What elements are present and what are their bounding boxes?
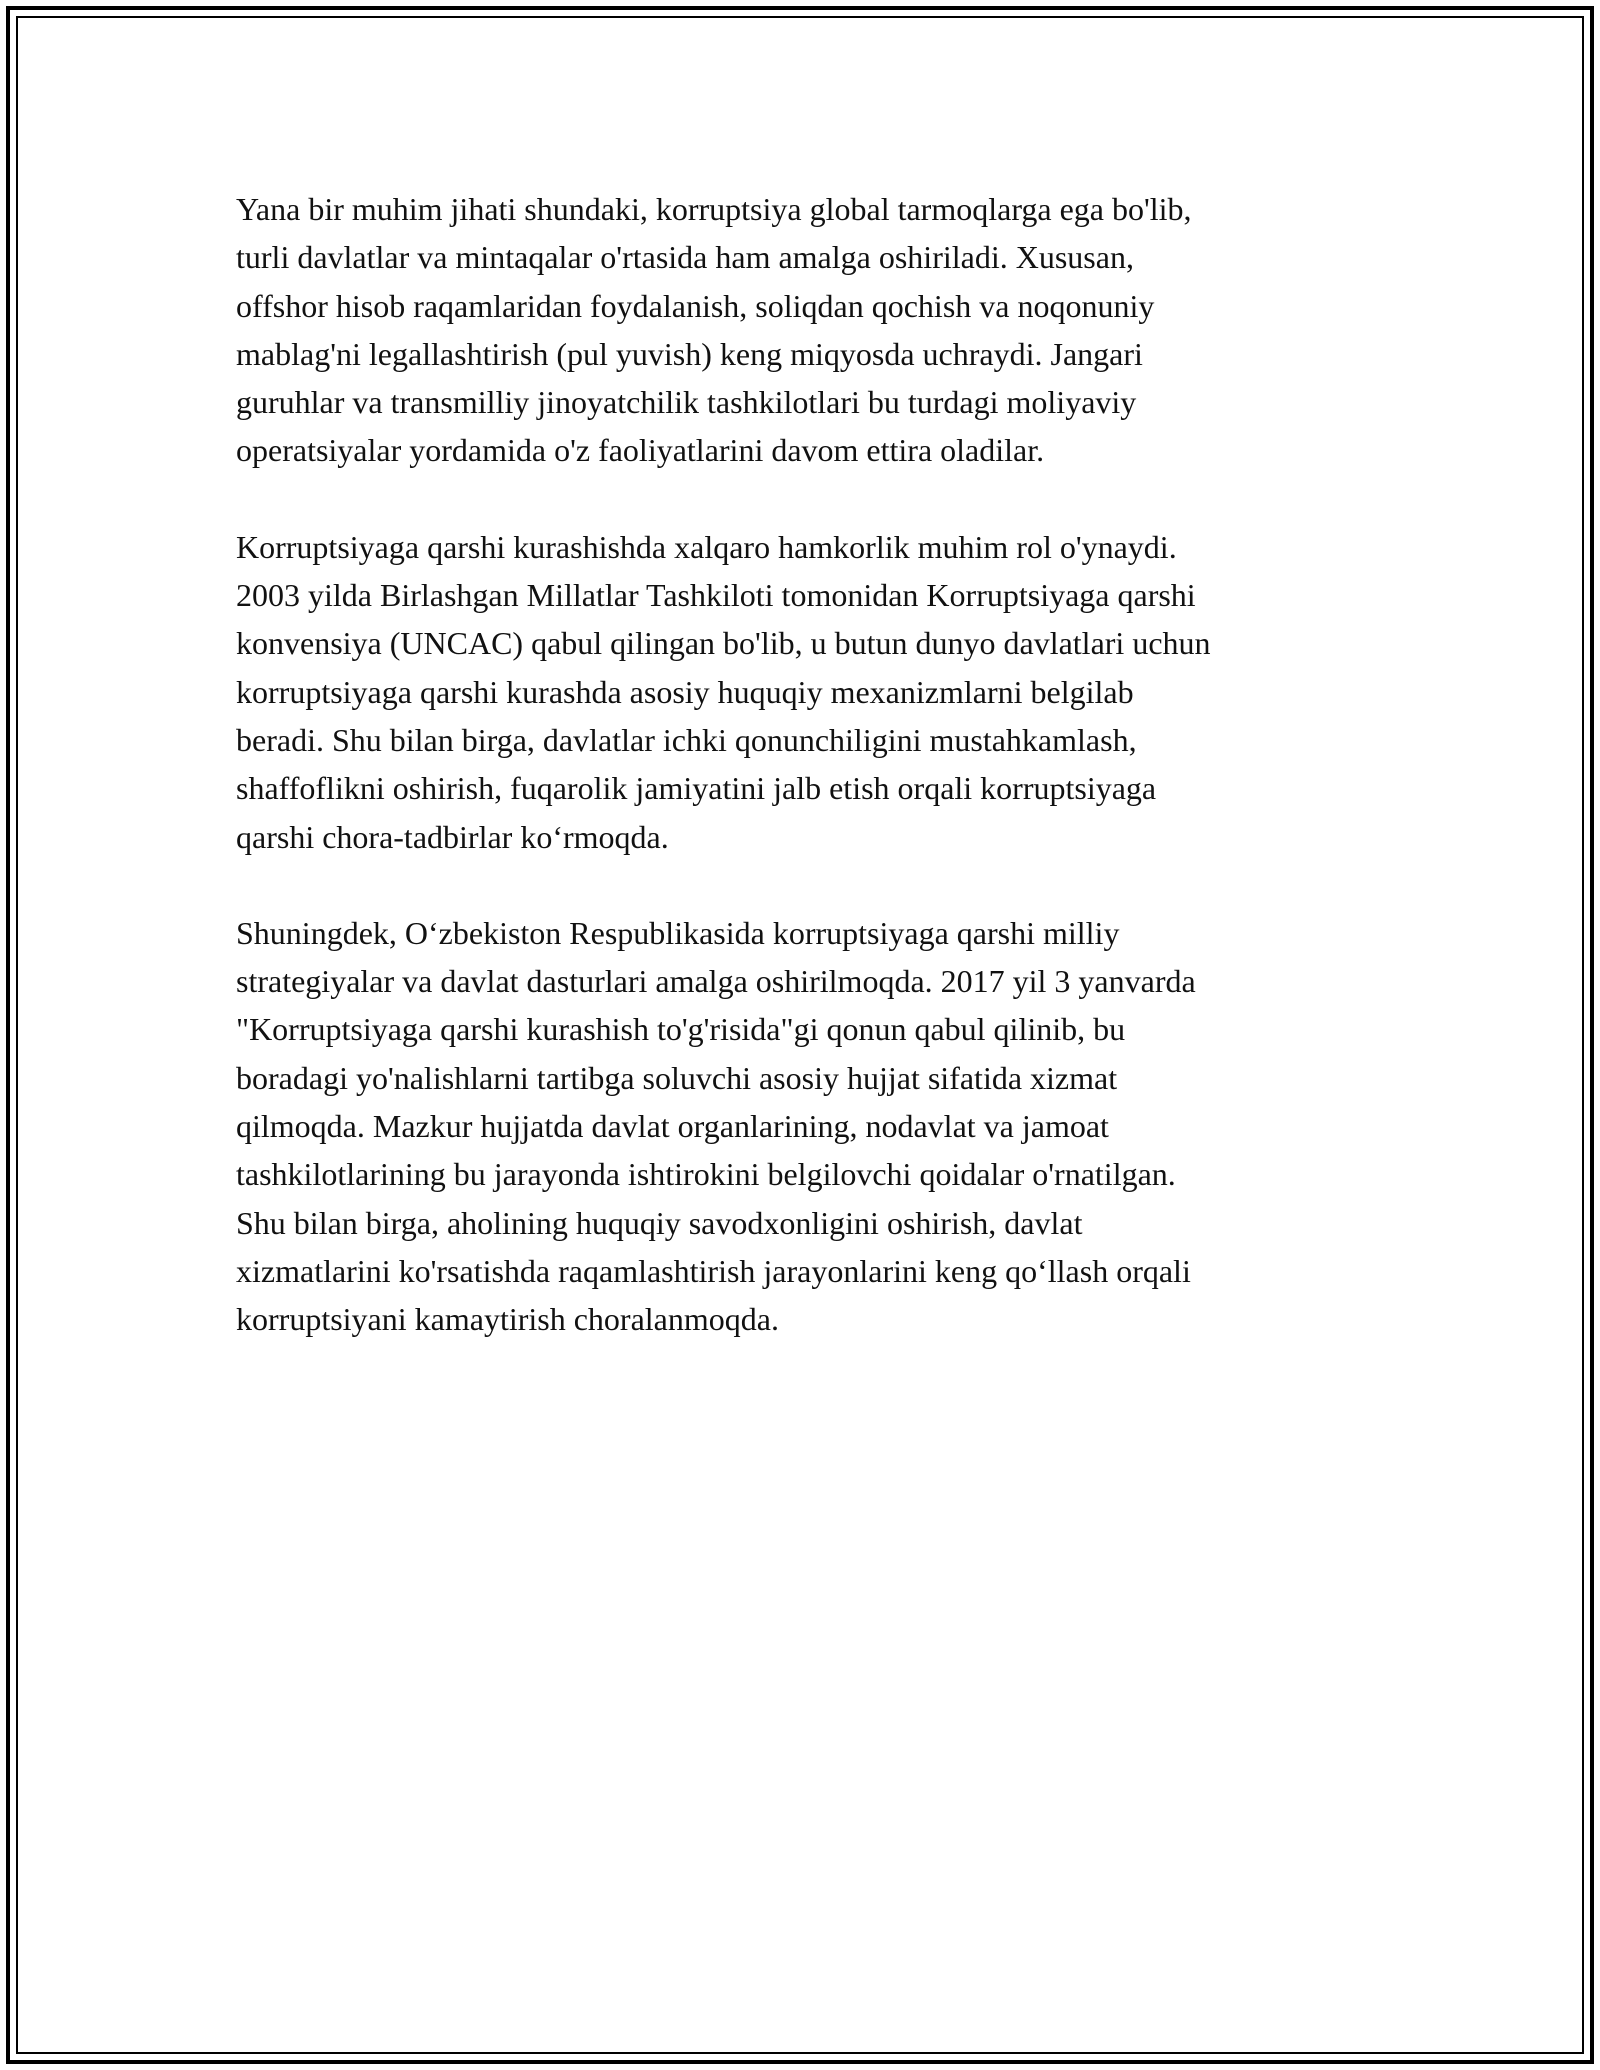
text-line: turli davlatlar va mintaqalar o'rtasida ham amalga oshiriladi. Xususan, (236, 239, 1134, 276)
text-line: korruptsiyani kamaytirish choralanmoqda. (236, 1301, 779, 1338)
text-line: mablag'ni legallashtirish (pul yuvish) keng miqyosda uchraydi. Jangari (236, 335, 1143, 372)
text-line: Shuningdek, O‘zbekiston Respublikasida korruptsiyaga qarshi milliy (236, 914, 1120, 951)
text-line: konvensiya (UNCAC) qabul qilingan bo'lib, u butun dunyo davlatlari uchun (236, 625, 1211, 662)
text-line: beradi. Shu bilan birga, davlatlar ichki qonunchiligini mustahkamlash, (236, 721, 1137, 758)
text-line: shaffoflikni oshirish, fuqarolik jamiyatini jalb etish orqali korruptsiyaga (236, 770, 1157, 807)
text-line: boradagi yo'nalishlarni tartibga soluvchi asosiy hujjat sifatida xizmat (236, 1059, 1118, 1096)
text-line: tashkilotlarining bu jarayonda ishtirokini belgilovchi qoidalar o'rnatilgan. (236, 1156, 1176, 1193)
text-line: korruptsiyaga qarshi kurashda asosiy huquqiy mexanizmlarni belgilab (236, 673, 1134, 710)
text-line: qilmoqda. Mazkur hujjatda davlat organlarining, nodavlat va jamoat (236, 1108, 1109, 1145)
text-line: "Korruptsiyaga qarshi kurashish to'g'risida"gi qonun qabul qilinib, bu (236, 1011, 1126, 1048)
text-line: offshor hisob raqamlaridan foydalanish, soliqdan qochish va noqonuniy (236, 287, 1155, 324)
paragraph-2 (236, 523, 1376, 861)
text-line: operatsiyalar yordamida o'z faoliyatlarini davom ettira oladilar. (236, 432, 1045, 469)
text-line: Korruptsiyaga qarshi kurashishda xalqaro hamkorlik muhim rol o'ynaydi. (236, 528, 1177, 565)
document-body (236, 185, 1376, 1392)
text-line: qarshi chora-tadbirlar ko‘rmoqda. (236, 818, 669, 855)
text-line: Shu bilan birga, aholining huquqiy savodxonligini oshirish, davlat (236, 1204, 1083, 1241)
text-line: Yana bir muhim jihati shundaki, korruptsiya global tarmoqlarga ega bo'lib, (236, 191, 1192, 227)
text-line: 2003 yilda Birlashgan Millatlar Tashkiloti tomonidan Korruptsiyaga qarshi (236, 577, 1196, 614)
text-line: guruhlar va transmilliy jinoyatchilik tashkilotlari bu turdagi moliyaviy (236, 384, 1137, 421)
paragraph-1 (236, 185, 1376, 475)
text-line: xizmatlarini ko'rsatishda raqamlashtirish jarayonlarini keng qo‘llash orqali (236, 1252, 1191, 1289)
paragraph-3 (236, 909, 1376, 1344)
text-line: strategiyalar va davlat dasturlari amalga oshirilmoqda. 2017 yil 3 yanvarda (236, 963, 1196, 1000)
